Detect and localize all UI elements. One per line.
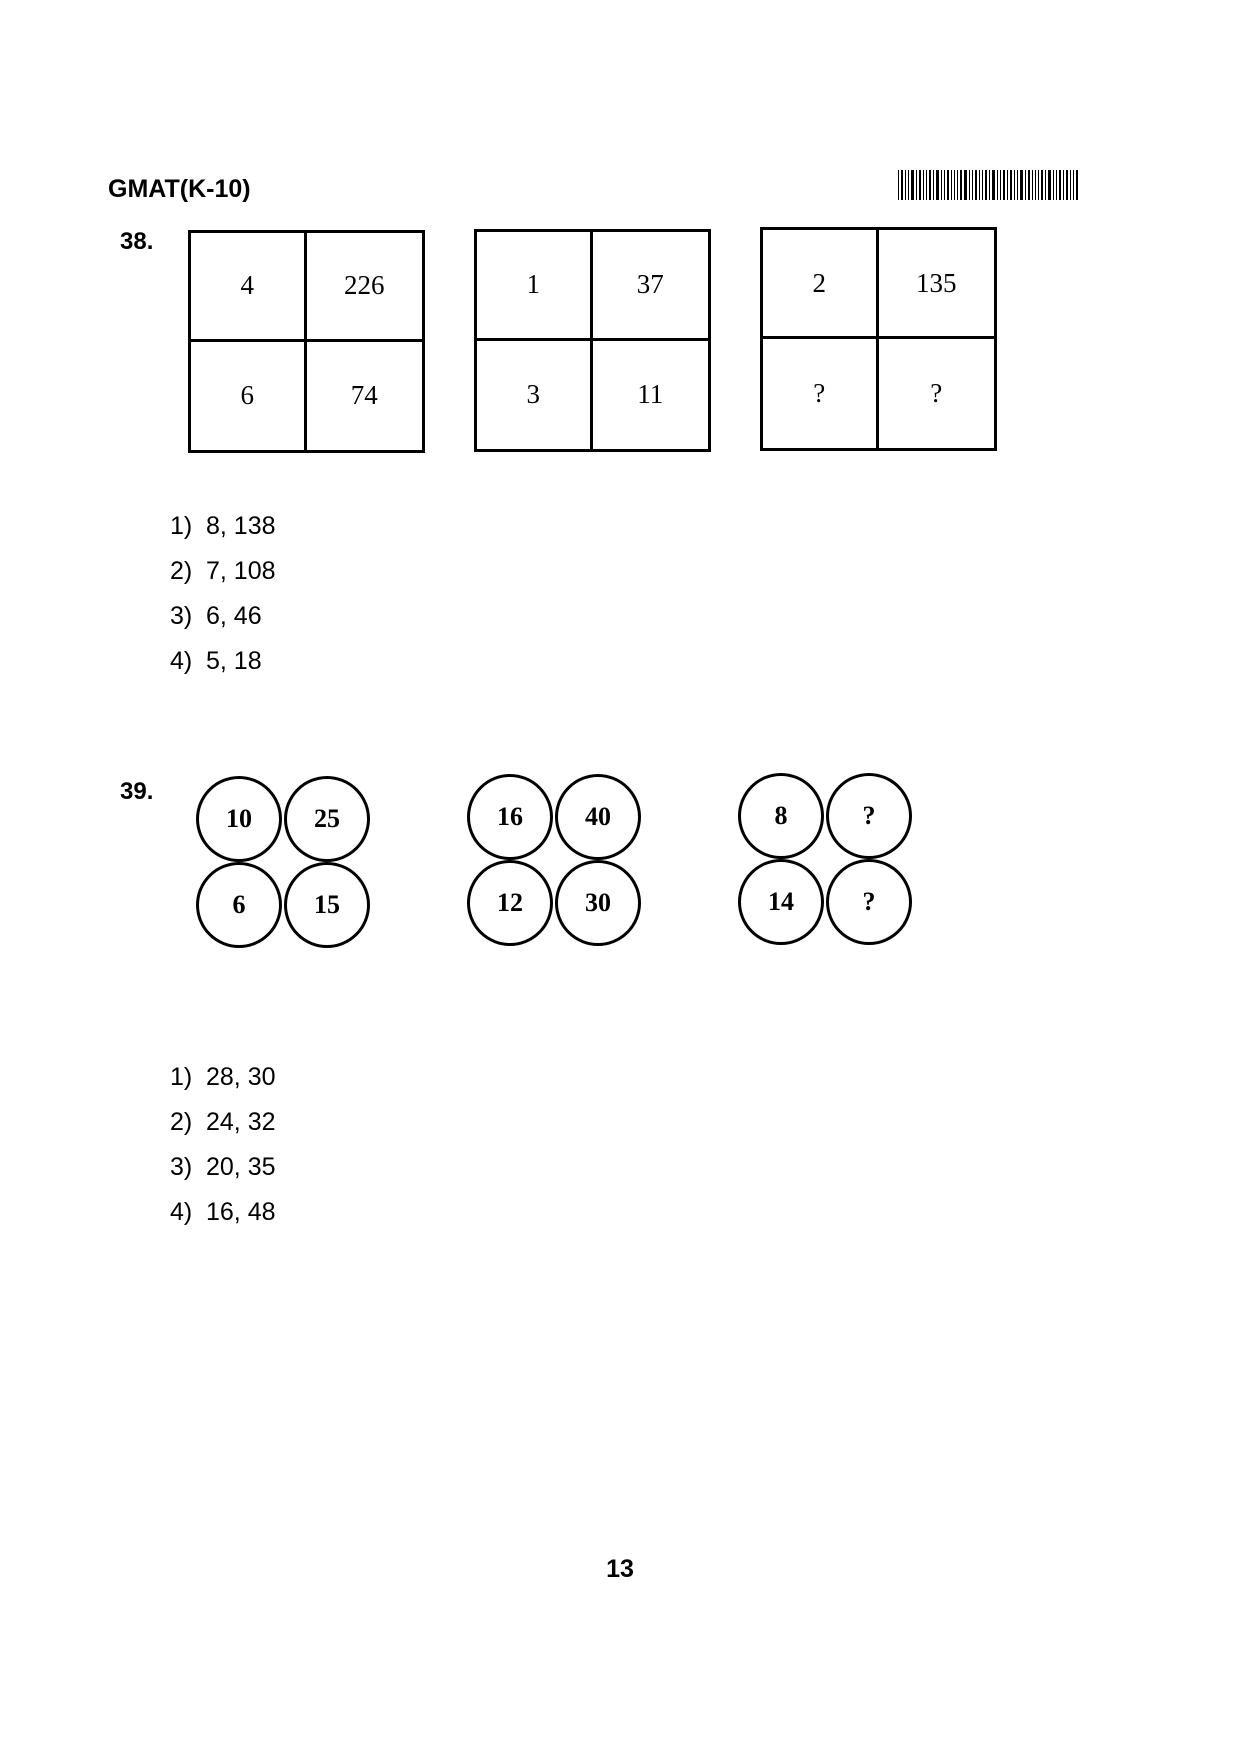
barcode-bar xyxy=(1010,170,1012,200)
number-circle: 14 xyxy=(738,859,824,945)
barcode-bar xyxy=(905,170,906,200)
answer-option[interactable]: 1) 28, 30 xyxy=(170,1063,276,1091)
barcode-bar xyxy=(1020,170,1023,200)
barcode-bar xyxy=(982,170,983,200)
barcode-bar xyxy=(985,170,987,200)
exam-code: GMAT(K-10) xyxy=(108,175,251,203)
question-number: 38. xyxy=(120,228,154,255)
barcode-bar xyxy=(898,170,899,200)
barcode-bar xyxy=(1007,170,1008,200)
number-circle: 12 xyxy=(467,860,553,946)
answer-options-38 xyxy=(170,512,276,692)
barcode-bar xyxy=(992,170,995,200)
barcode-bar xyxy=(1056,170,1057,200)
barcode-bar xyxy=(947,170,949,200)
grid-cell: 74 xyxy=(350,380,378,411)
barcode-bar xyxy=(951,170,952,200)
barcode-bar xyxy=(923,170,924,200)
grid-cell: 226 xyxy=(307,233,423,342)
answer-option[interactable]: 4) 5, 18 xyxy=(170,647,262,675)
barcode-bar xyxy=(972,170,973,200)
barcode-bar xyxy=(936,170,939,200)
barcode-bar xyxy=(941,170,942,200)
answer-option[interactable]: 2) 7, 108 xyxy=(170,557,276,585)
barcode-bar xyxy=(1000,170,1001,200)
number-circle: 10 xyxy=(196,776,282,862)
grid-cell: 6 xyxy=(191,342,307,451)
barcode-icon xyxy=(898,170,1110,200)
barcode-bar xyxy=(1028,170,1030,200)
grid-cell: 4 xyxy=(191,233,307,342)
barcode-bar xyxy=(1063,170,1064,200)
grid-cell: 2 xyxy=(763,230,879,339)
number-circle: 6 xyxy=(196,862,282,948)
barcode-bar xyxy=(1014,170,1015,200)
answer-option[interactable]: 1) 8, 138 xyxy=(170,512,276,540)
barcode-bar xyxy=(1041,170,1043,200)
barcode-bar xyxy=(997,170,998,200)
barcode-bar xyxy=(1073,170,1074,200)
barcode-bar xyxy=(969,170,970,200)
barcode-bar xyxy=(975,170,977,200)
circle-group-3 xyxy=(738,773,918,945)
barcode-bar xyxy=(964,170,967,200)
barcode-bar xyxy=(908,170,909,200)
barcode-bar xyxy=(1045,170,1046,200)
barcode-bar xyxy=(1038,170,1039,200)
number-grid-2 xyxy=(474,229,711,452)
answer-option[interactable]: 3) 20, 35 xyxy=(170,1153,276,1181)
number-circle: 15 xyxy=(284,862,370,948)
barcode-bar xyxy=(954,170,955,200)
barcode-bar xyxy=(1053,170,1054,200)
barcode-bar xyxy=(1059,170,1061,200)
barcode-bar xyxy=(957,170,958,200)
barcode-bar xyxy=(1070,170,1071,200)
grid-cell: ? xyxy=(763,339,879,448)
barcode-bar xyxy=(1003,170,1005,200)
grid-cell: 11 xyxy=(637,379,664,410)
grid-cell: 3 xyxy=(477,341,593,450)
number-grid-1 xyxy=(188,230,425,453)
barcode-bar xyxy=(1035,170,1036,200)
barcode-bar xyxy=(979,170,980,200)
barcode-bar xyxy=(1048,170,1051,200)
number-circle: 30 xyxy=(555,860,641,946)
barcode-bar xyxy=(944,170,945,200)
barcode-bar xyxy=(911,170,914,200)
barcode-bar xyxy=(960,170,962,200)
grid-cell: 37 xyxy=(593,232,709,341)
grid-cell: 1 xyxy=(477,232,593,341)
barcode-bar xyxy=(933,170,934,200)
barcode-bar xyxy=(1025,170,1026,200)
answer-option[interactable]: 3) 6, 46 xyxy=(170,602,262,630)
number-circle: ? xyxy=(826,859,912,945)
barcode-bar xyxy=(901,170,903,200)
number-circle: 25 xyxy=(284,776,370,862)
barcode-bar xyxy=(1066,170,1068,200)
barcode-bar xyxy=(989,170,990,200)
barcode-bar xyxy=(919,170,921,200)
barcode-bar xyxy=(1076,170,1078,200)
circle-group-2 xyxy=(467,774,647,946)
number-grid-3 xyxy=(760,227,997,451)
answer-option[interactable]: 2) 24, 32 xyxy=(170,1108,276,1136)
barcode-bar xyxy=(926,170,927,200)
barcode-bar xyxy=(929,170,931,200)
question-number: 39. xyxy=(120,778,154,805)
circle-group-1 xyxy=(196,776,376,948)
number-circle: ? xyxy=(826,773,912,859)
grid-cell: ? xyxy=(930,378,943,408)
grid-cell: 135 xyxy=(879,230,995,339)
answer-options-39 xyxy=(170,1063,276,1243)
number-circle: 8 xyxy=(738,773,824,859)
barcode-bar xyxy=(1032,170,1033,200)
number-circle: 16 xyxy=(467,774,553,860)
number-circle: 40 xyxy=(555,774,641,860)
barcode-bar xyxy=(1017,170,1018,200)
barcode-bar xyxy=(916,170,917,200)
answer-option[interactable]: 4) 16, 48 xyxy=(170,1198,276,1226)
page-number: 13 xyxy=(606,1555,634,1583)
